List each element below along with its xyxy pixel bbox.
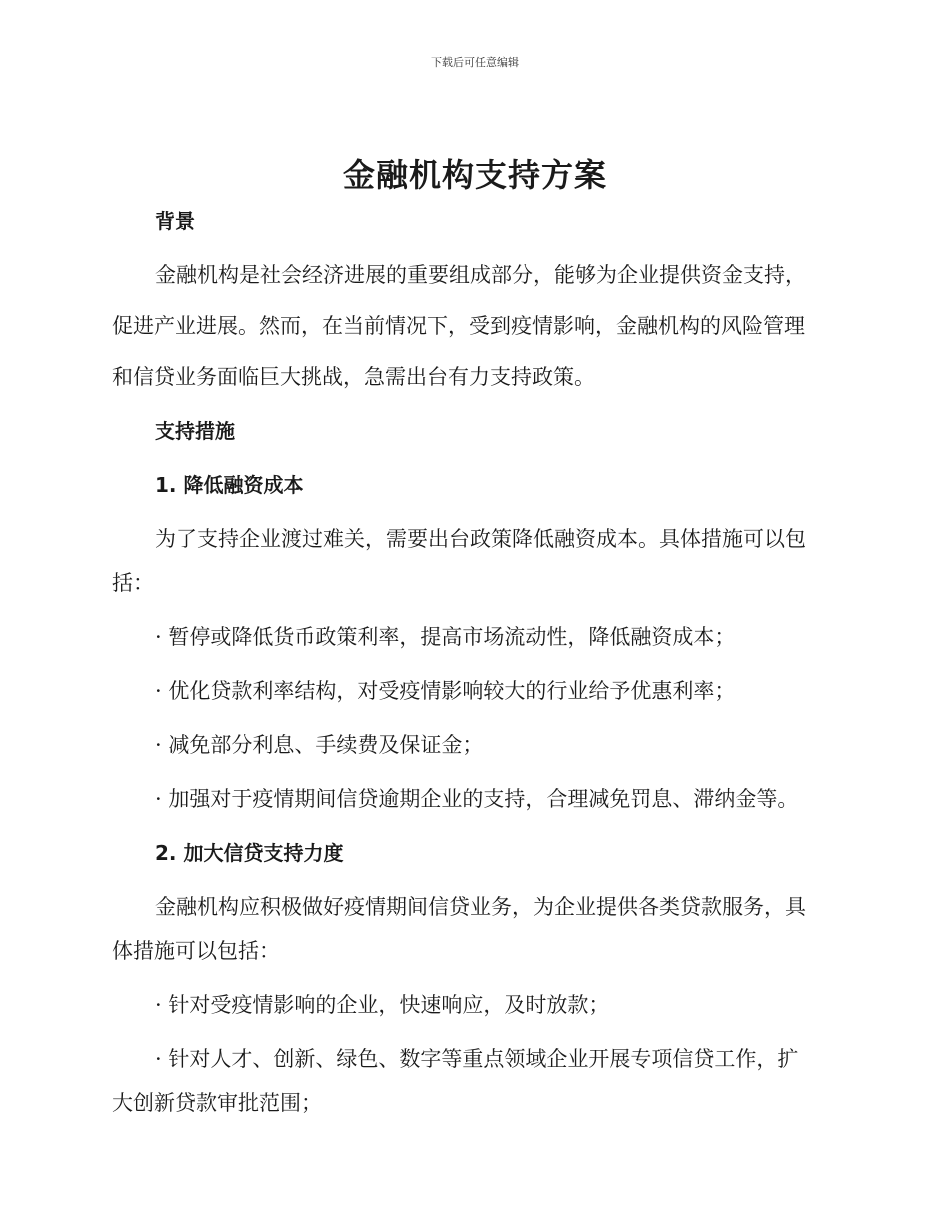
section1-heading: 1. 降低融资成本 <box>155 473 304 497</box>
section1-intro <box>112 518 832 604</box>
section1-bullet-3: · 减免部分利息、手续费及保证金； <box>155 733 484 757</box>
section2-heading: 2. 加大信贷支持力度 <box>155 841 344 865</box>
section1-intro-line-1: 为了支持企业渡过难关，需要出台政策降低融资成本。具体措施可以包 <box>155 527 806 551</box>
background-line-2: 促进产业进展。然而，在当前情况下，受到疫情影响，金融机构的风险管理 <box>112 314 805 338</box>
section1-intro-line-2: 括： <box>112 571 154 595</box>
section1-bullet-2: · 优化贷款利率结构，对受疫情影响较大的行业给予优惠利率； <box>155 679 736 703</box>
background-line-1: 金融机构是社会经济进展的重要组成部分，能够为企业提供资金支持， <box>155 263 806 287</box>
page-header-note: 下载后可任意编辑 <box>431 56 519 69</box>
section2-intro-line-1: 金融机构应积极做好疫情期间信贷业务，为企业提供各类贷款服务，具 <box>155 895 806 919</box>
section1-bullet-1: · 暂停或降低货币政策利率，提高市场流动性，降低融资成本； <box>155 625 736 649</box>
section2-bullet-2-line-1: · 针对人才、创新、绿色、数字等重点领域企业开展专项信贷工作，扩 <box>155 1047 799 1071</box>
section1-bullet-4: · 加强对于疫情期间信贷逾期企业的支持，合理减免罚息、滞纳金等。 <box>155 787 799 811</box>
section2-bullet-1: · 针对受疫情影响的企业，快速响应，及时放款； <box>155 993 610 1017</box>
background-line-3: 和信贷业务面临巨大挑战，急需出台有力支持政策。 <box>112 365 595 389</box>
document-body <box>112 200 832 1124</box>
measures-heading: 支持措施 <box>155 419 235 443</box>
document-title: 金融机构支持方案 <box>342 156 607 194</box>
background-paragraph <box>112 254 832 398</box>
section2-bullet-2 <box>112 1038 832 1124</box>
background-heading: 背景 <box>155 209 195 233</box>
section2-intro <box>112 886 832 972</box>
section2-intro-line-2: 体措施可以包括： <box>112 939 280 963</box>
section2-bullet-2-line-2: 大创新贷款审批范围； <box>112 1091 322 1115</box>
